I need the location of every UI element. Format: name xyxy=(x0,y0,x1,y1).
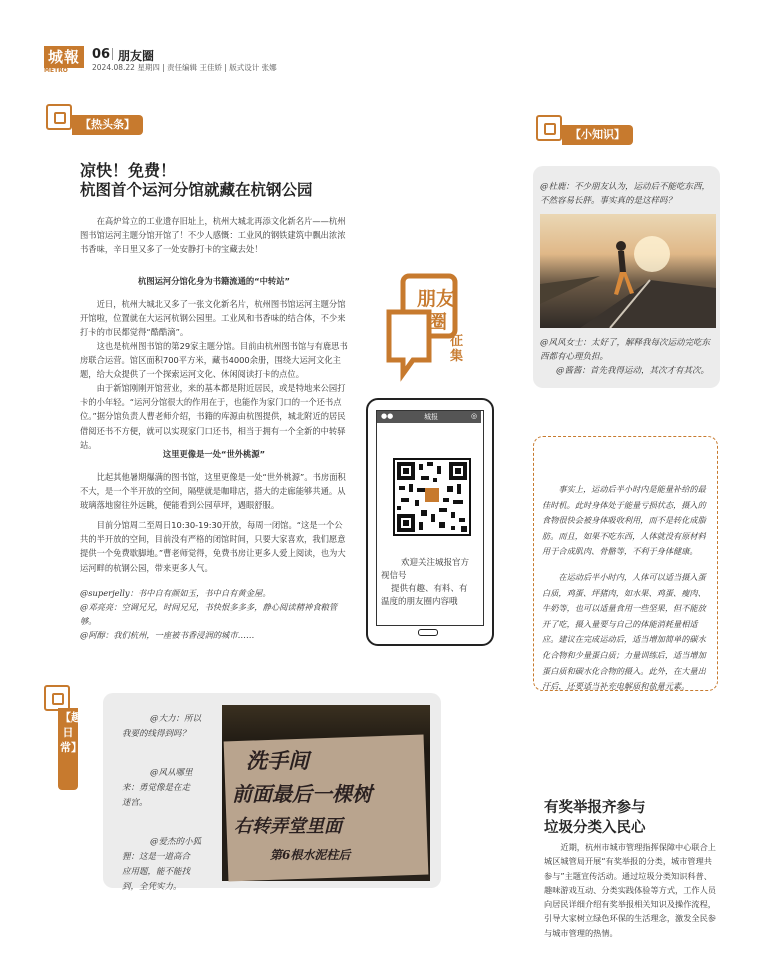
hot-comment-1: @superjelly：书中自有颜如玉，书中自有黄金屋。 xyxy=(80,588,271,598)
fun-comment-3b: 狸：这是一道高合 xyxy=(122,852,191,862)
fun-comment-1a: @大力：所以 xyxy=(150,714,202,724)
sign-line-1: 洗手间 xyxy=(246,748,309,773)
fun-tag: 【趣日常】 xyxy=(60,711,82,754)
phone-home-button xyxy=(418,629,438,636)
promo-badge-text-2: 圈 xyxy=(428,311,448,333)
hot-para-4: 比起其他暑期爆满的图书馆，这里更像是一处“世外桃源”。书房面积不大，是一个半开放的空间，隔壁就是咖啡店，搭大的走廊能够共通。从玻璃落地窗往外远眺，便能看到公园草坪，遇眼舒服。 xyxy=(80,472,346,511)
issue-meta: 2024.08.22 星期四 | 责任编辑 王佳娇 | 版式设计 张娜 xyxy=(92,63,277,72)
fun-comment-2b: 来：勇觉像是在走 xyxy=(122,783,191,793)
hot-tag: 【热头条】 xyxy=(72,115,143,135)
tips-note-1: 事实上，运动后半小时内是能量补给的最佳时机。此时身体处于能量亏损状态，摄入的食物很快会被身体吸收利用，而不是转化成脂肪。而且，如果不吃东西，人体就没有原材料用于合成肌肉、骨骼等，不利于身体健康。 xyxy=(542,484,706,557)
sign-line-4: 第6根水泥柱后 xyxy=(270,848,351,862)
tips-answer-2: @酱酱：首先我得运动，其次才有其次。 xyxy=(556,366,710,376)
promo-line-2: 视信号 xyxy=(381,571,407,581)
promo-badge-text-3: 征集 xyxy=(450,334,464,364)
hot-tag-icon xyxy=(46,104,72,130)
fun-comment-2a: @风从哪里 xyxy=(150,768,193,778)
hot-comment-2: @邓亮亮：空调兄兄，时间兄兄，书快恨多多多，静心阅读精神食粮管够。 xyxy=(80,602,338,627)
hot-lead: 在高炉耸立的工业遗存旧址上，杭州大城北再添文化新名片——杭州图书馆运河主题分馆开馆了！不少人感慨：工业风的钢铁建筑中飘出浓浓书香味，辛日里又多了一处安静打卡的宝藏去处！ xyxy=(80,216,346,255)
promo-line-4: 温度的朋友圈内容哦 xyxy=(381,597,458,607)
report-title-2: 垃圾分类入民心 xyxy=(544,819,646,836)
hot-comment-3: @阿醇：我们杭州，一座被书香浸润的城市…… xyxy=(80,630,255,640)
hot-para-1: 近日，杭州大城北又多了一张文化新名片，杭州图书馆运河主题分馆开馆啦，位置就在大运河杭钢公园里。工业风和书香味的结合体，不少来打卡的市民都觉得“酷酷滴”。 xyxy=(80,299,346,338)
page-number: 06 xyxy=(92,47,111,62)
profile-icon: ◎ xyxy=(471,412,478,420)
section-title: 朋友圈 xyxy=(118,49,155,63)
qr-code xyxy=(393,458,471,536)
hot-title-2: 杭图首个运河分馆就藏在杭钢公园 xyxy=(80,180,313,199)
paper-logo-sub: METRO xyxy=(44,67,68,74)
hot-subhead-1: 杭图运河分馆化身为书籍流通的“中转站” xyxy=(138,276,290,286)
tips-tag: 【小知识】 xyxy=(562,125,633,145)
hot-para-5: 目前分馆周二至周日10:30-19:30开放，每周一闭馆。“这是一个公共的半开放的空间，目前没有严格的闭馆时间，只要大家喜欢，我们愿意提供一个免费歇脚地。”曹老师觉得，免费书房让更多人爱上阅读，也为大运河畔的杭钢公园，带来更多人气。 xyxy=(80,520,346,573)
tips-tag-icon xyxy=(536,115,562,141)
running-photo xyxy=(540,214,716,328)
promo-line-1: 欢迎关注城报官方 xyxy=(401,558,470,568)
fun-comment-3a: @爱杰的小狐 xyxy=(150,837,202,847)
tips-note-2: 在运动后半小时内，人体可以适当摄入蛋白质，鸡蛋、坪猪肉，如水果、鸡蛋、瘦肉、牛奶等，也可以适量食用一些坚果，但不能放开了吃，摄入量要与自己的体能消耗量相适应。建议在完成运动后，适当增加简单的碳水化合物和少量蛋白质；力量训练后，适当增加蛋白质和碳水化合物的摄入。此外，在大量出汗后，还要适当补充电解质和盐量元素。 xyxy=(542,572,706,692)
divider xyxy=(112,48,113,60)
app-title: 城报 xyxy=(424,413,438,421)
wechat-icon: ●● xyxy=(381,412,394,420)
fun-comment-2c: 迷宫。 xyxy=(122,798,148,808)
hot-subhead-2: 这里更像是一处“世外桃源” xyxy=(162,449,266,459)
fun-comment-1b: 我要的线得到吗？ xyxy=(122,729,191,739)
sign-line-3: 右转弄堂里面 xyxy=(234,816,342,837)
fun-comment-3d: 到，全凭实力。 xyxy=(122,882,182,892)
tips-question: @杜鹿：不少朋友认为，运动后不能吃东西，不然容易长胖。事实真的是这样吗？ xyxy=(540,182,711,207)
hot-para-2: 这也是杭州图书馆的第29家主题分馆。目前由杭州图书馆与有鹿思书房联合运营。馆区面积700平方米，藏书4000余册，围绕大运河文化主题，给大众提供了一个探索运河文化、休闲阅读打卡的点位。 xyxy=(80,341,348,380)
hot-para-3: 由于新馆刚刚开馆营业，来的基本都是附近居民，或是特地来公园打卡的小年轻。“运河分馆很大的作用在于，也能作为家门口的一个还书点位。”据分馆负责人曹老师介绍，书籍的库源由杭图提供，城北附近的居民借阅还书不方便，就可以实现家门口还书，相当于拥有一个全新的中转驿站。 xyxy=(80,383,346,450)
promo-badge-text-1: 朋友 xyxy=(417,288,456,310)
report-body: 近期，杭州市城市管理指挥保障中心联合上城区城管局开展“有奖举报的分类，城市管理共参与”主题宣传活动。通过垃圾分类知识科普、趣味游戏互动、分类实践体验等方式，工作人员向居民详细介绍有奖举报相关知识及操作流程，引导大家树立绿色环保的生活理念，激发全民参与城市管理的热情。 xyxy=(544,842,716,938)
tips-answer-1: @风风女士：太好了，解释我每次运动完吃东西都有心理负担。 xyxy=(540,338,711,363)
fun-comment-3c: 应用题，能不能找 xyxy=(122,867,191,877)
promo-line-3: 提供有趣、有料、有 xyxy=(391,584,468,594)
report-title-1: 有奖举报齐参与 xyxy=(544,799,646,816)
sign-line-2: 前面最后一棵树 xyxy=(232,782,372,806)
hot-title-1: 凉快！免费！ xyxy=(80,161,177,180)
paper-logo: 城報 xyxy=(44,46,84,68)
